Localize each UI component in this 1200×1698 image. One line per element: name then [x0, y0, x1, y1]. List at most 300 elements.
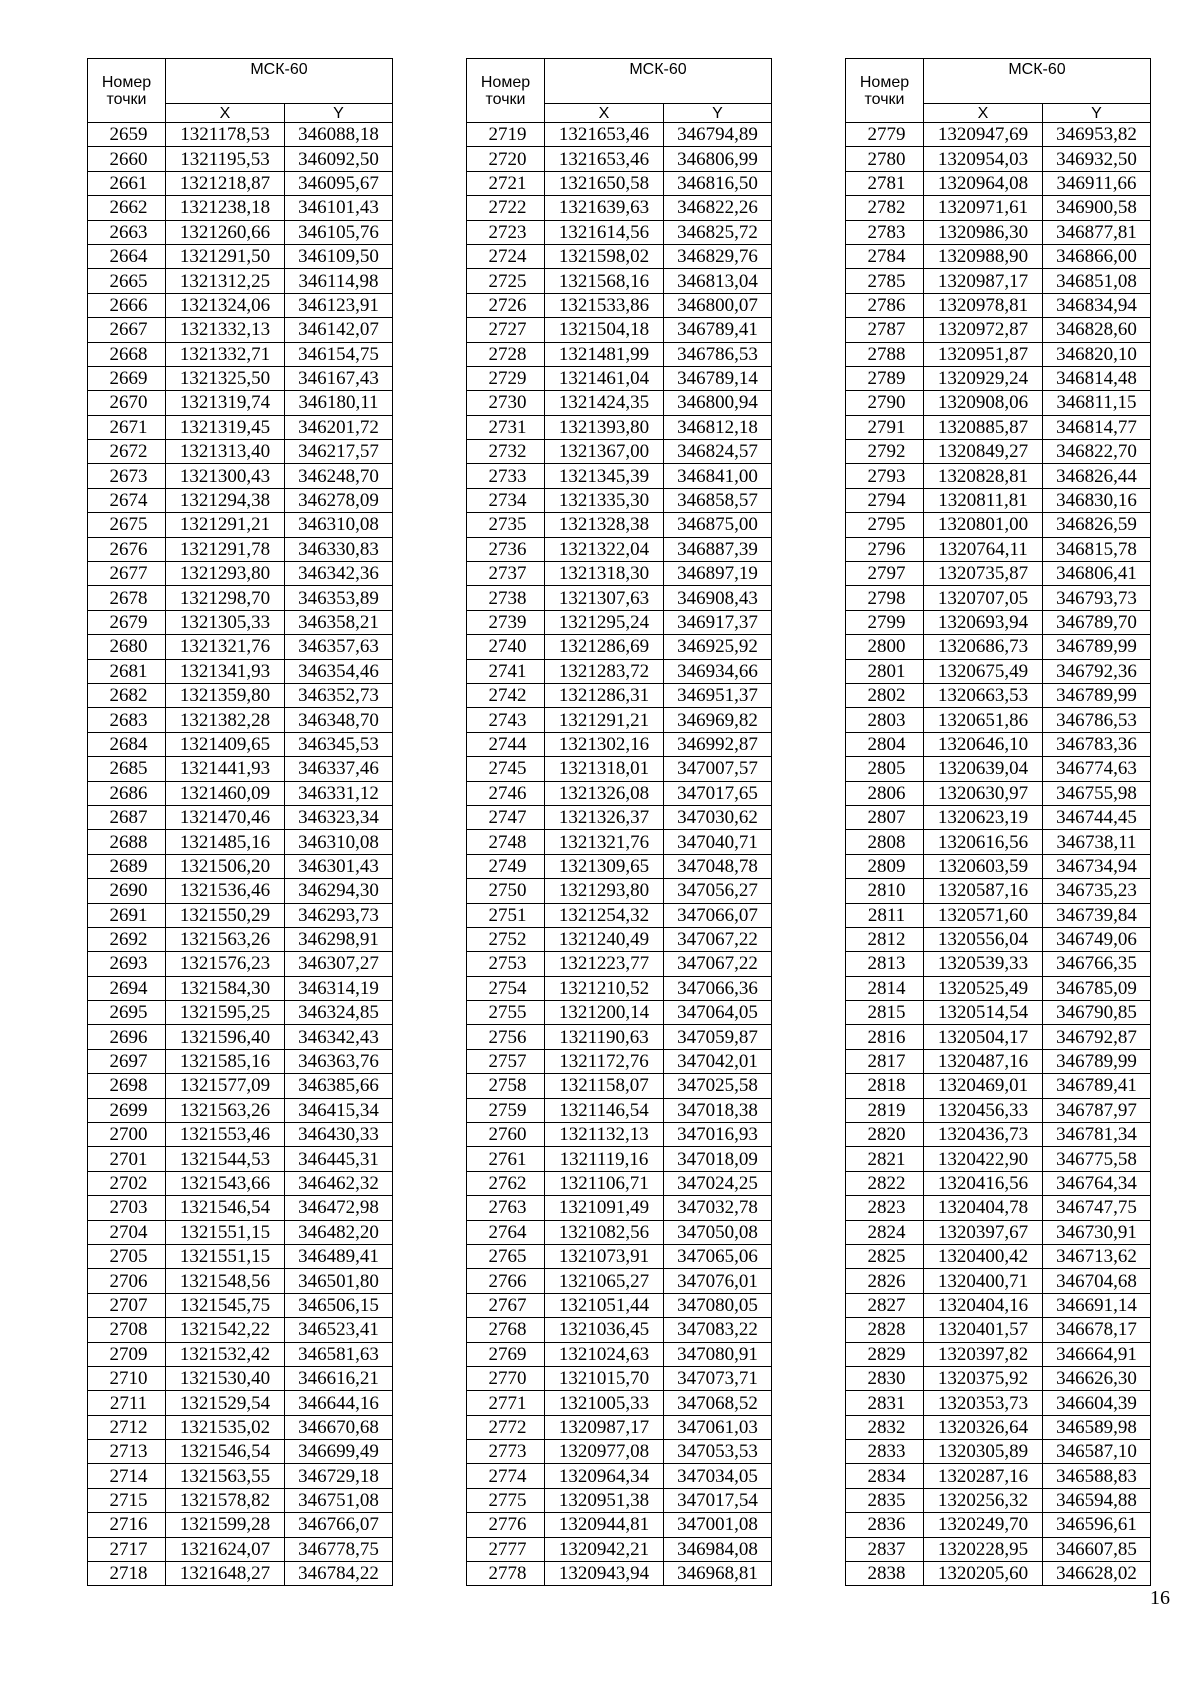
table-row — [846, 976, 1151, 1000]
x-coordinate-cell: 1321132,13 — [545, 1123, 664, 1147]
table-row — [467, 513, 772, 537]
y-coordinate-cell: 347066,36 — [664, 976, 772, 1000]
point-number-cell: 2825 — [846, 1244, 924, 1268]
point-number-cell: 2676 — [88, 537, 166, 561]
table-row — [467, 1342, 772, 1366]
y-coordinate-cell: 346951,37 — [664, 683, 772, 707]
y-coordinate-cell: 346589,98 — [1043, 1415, 1151, 1439]
table-row — [467, 318, 772, 342]
x-coordinate-cell: 1321441,93 — [166, 757, 285, 781]
x-coordinate-cell: 1320675,49 — [924, 659, 1043, 683]
y-coordinate-cell: 346201,72 — [285, 415, 393, 439]
x-coordinate-cell: 1320646,10 — [924, 732, 1043, 756]
table-row — [88, 1123, 393, 1147]
point-number-cell: 2832 — [846, 1415, 924, 1439]
y-coordinate-cell: 346678,17 — [1043, 1318, 1151, 1342]
y-coordinate-cell: 346792,36 — [1043, 659, 1151, 683]
table-row — [467, 1123, 772, 1147]
y-coordinate-cell: 346415,34 — [285, 1098, 393, 1122]
y-coordinate-cell: 347053,53 — [664, 1440, 772, 1464]
x-coordinate-cell: 1321543,66 — [166, 1171, 285, 1195]
point-number-cell: 2733 — [467, 464, 545, 488]
table-row — [88, 903, 393, 927]
x-coordinate-cell: 1320375,92 — [924, 1366, 1043, 1390]
point-number-cell: 2817 — [846, 1049, 924, 1073]
y-coordinate-cell: 346704,68 — [1043, 1269, 1151, 1293]
x-coordinate-cell: 1321291,50 — [166, 244, 285, 268]
y-coordinate-cell: 347068,52 — [664, 1391, 772, 1415]
x-coordinate-cell: 1321550,29 — [166, 903, 285, 927]
point-number-cell: 2760 — [467, 1123, 545, 1147]
y-coordinate-cell: 346786,53 — [664, 342, 772, 366]
y-coordinate-cell: 346337,46 — [285, 757, 393, 781]
y-coordinate-cell: 346830,16 — [1043, 488, 1151, 512]
y-coordinate-cell: 346811,15 — [1043, 391, 1151, 415]
x-coordinate-cell: 1320885,87 — [924, 415, 1043, 439]
point-number-cell: 2748 — [467, 830, 545, 854]
y-coordinate-cell: 347064,05 — [664, 1001, 772, 1025]
y-coordinate-cell: 346789,99 — [1043, 1049, 1151, 1073]
table-row — [467, 1415, 772, 1439]
point-number-cell: 2665 — [88, 269, 166, 293]
table-row — [846, 1074, 1151, 1098]
y-coordinate-cell: 346875,00 — [664, 513, 772, 537]
point-number-cell: 2765 — [467, 1244, 545, 1268]
point-number-cell: 2780 — [846, 147, 924, 171]
y-coordinate-cell: 346778,75 — [285, 1537, 393, 1561]
x-coordinate-cell: 1320397,82 — [924, 1342, 1043, 1366]
y-coordinate-cell: 346345,53 — [285, 732, 393, 756]
y-coordinate-cell: 346180,11 — [285, 391, 393, 415]
x-coordinate-cell: 1320404,16 — [924, 1293, 1043, 1317]
x-coordinate-cell: 1321367,00 — [545, 440, 664, 464]
table-row — [467, 1293, 772, 1317]
point-number-cell: 2703 — [88, 1196, 166, 1220]
point-number-cell: 2687 — [88, 805, 166, 829]
point-number-cell: 2810 — [846, 879, 924, 903]
y-coordinate-cell: 346825,72 — [664, 220, 772, 244]
x-coordinate-cell: 1321293,80 — [166, 562, 285, 586]
x-coordinate-cell: 1321321,76 — [545, 830, 664, 854]
y-coordinate-cell: 346841,00 — [664, 464, 772, 488]
table-row — [467, 1196, 772, 1220]
table-row — [467, 1147, 772, 1171]
y-coordinate-cell: 346812,18 — [664, 415, 772, 439]
x-coordinate-cell: 1320978,81 — [924, 293, 1043, 317]
x-coordinate-cell: 1320972,87 — [924, 318, 1043, 342]
point-number-cell: 2824 — [846, 1220, 924, 1244]
x-coordinate-cell: 1321073,91 — [545, 1244, 664, 1268]
x-coordinate-cell: 1321485,16 — [166, 830, 285, 854]
point-number-cell: 2814 — [846, 976, 924, 1000]
point-number-cell: 2716 — [88, 1513, 166, 1537]
y-coordinate-cell: 347018,38 — [664, 1098, 772, 1122]
y-coordinate-cell: 347017,54 — [664, 1488, 772, 1512]
y-coordinate-cell: 346616,21 — [285, 1366, 393, 1390]
y-coordinate-cell: 346482,20 — [285, 1220, 393, 1244]
y-coordinate-cell: 346787,97 — [1043, 1098, 1151, 1122]
point-number-cell: 2821 — [846, 1147, 924, 1171]
x-coordinate-cell: 1321546,54 — [166, 1440, 285, 1464]
x-coordinate-cell: 1321553,46 — [166, 1123, 285, 1147]
x-coordinate-cell: 1321322,04 — [545, 537, 664, 561]
table-body — [846, 123, 1151, 1586]
table-row — [88, 635, 393, 659]
y-coordinate-cell: 346310,08 — [285, 830, 393, 854]
point-number-cell: 2734 — [467, 488, 545, 512]
table-row — [846, 1342, 1151, 1366]
y-coordinate-cell: 346348,70 — [285, 708, 393, 732]
y-coordinate-cell: 347083,22 — [664, 1318, 772, 1342]
point-number-cell: 2834 — [846, 1464, 924, 1488]
table-row — [467, 1513, 772, 1537]
table-row — [846, 879, 1151, 903]
table-row — [88, 220, 393, 244]
x-coordinate-cell: 1321529,54 — [166, 1391, 285, 1415]
point-number-cell: 2812 — [846, 927, 924, 951]
point-number-cell: 2804 — [846, 732, 924, 756]
point-number-cell: 2801 — [846, 659, 924, 683]
x-coordinate-cell: 1321598,02 — [545, 244, 664, 268]
point-number-cell: 2694 — [88, 976, 166, 1000]
y-coordinate-cell: 347040,71 — [664, 830, 772, 854]
point-number-cell: 2805 — [846, 757, 924, 781]
table-row — [846, 610, 1151, 634]
y-coordinate-cell: 347030,62 — [664, 805, 772, 829]
y-coordinate-cell: 346293,73 — [285, 903, 393, 927]
x-coordinate-cell: 1321532,42 — [166, 1342, 285, 1366]
x-coordinate-cell: 1320422,90 — [924, 1147, 1043, 1171]
y-coordinate-cell: 346092,50 — [285, 147, 393, 171]
point-number-cell: 2699 — [88, 1098, 166, 1122]
y-coordinate-cell: 346342,36 — [285, 562, 393, 586]
table-row — [846, 123, 1151, 147]
point-number-cell: 2822 — [846, 1171, 924, 1195]
point-number-cell: 2718 — [88, 1562, 166, 1586]
table-row — [88, 1269, 393, 1293]
point-number-cell: 2685 — [88, 757, 166, 781]
x-coordinate-cell: 1321309,65 — [545, 854, 664, 878]
table-row — [467, 683, 772, 707]
table-row — [846, 1049, 1151, 1073]
point-number-cell: 2669 — [88, 366, 166, 390]
table-row — [88, 1537, 393, 1561]
x-coordinate-cell: 1321461,04 — [545, 366, 664, 390]
y-coordinate-cell: 346430,33 — [285, 1123, 393, 1147]
y-coordinate-cell: 346806,99 — [664, 147, 772, 171]
y-coordinate-cell: 346301,43 — [285, 854, 393, 878]
point-number-cell: 2675 — [88, 513, 166, 537]
point-number-cell: 2764 — [467, 1220, 545, 1244]
table-row — [88, 562, 393, 586]
y-coordinate-cell: 346775,58 — [1043, 1147, 1151, 1171]
x-coordinate-cell: 1321648,27 — [166, 1562, 285, 1586]
table-row — [467, 1001, 772, 1025]
table-row — [846, 196, 1151, 220]
x-coordinate-cell: 1320707,05 — [924, 586, 1043, 610]
point-number-cell: 2785 — [846, 269, 924, 293]
x-coordinate-cell: 1321325,50 — [166, 366, 285, 390]
point-number-cell: 2691 — [88, 903, 166, 927]
point-number-cell: 2681 — [88, 659, 166, 683]
x-coordinate-cell: 1321291,21 — [166, 513, 285, 537]
table-row — [467, 269, 772, 293]
point-number-cell: 2717 — [88, 1537, 166, 1561]
x-coordinate-cell: 1321460,09 — [166, 781, 285, 805]
y-coordinate-cell: 346992,87 — [664, 732, 772, 756]
point-number-cell: 2692 — [88, 927, 166, 951]
y-coordinate-cell: 346789,99 — [1043, 635, 1151, 659]
x-column-header: X — [545, 104, 664, 123]
point-number-cell: 2778 — [467, 1562, 545, 1586]
point-number-cell: 2790 — [846, 391, 924, 415]
x-coordinate-cell: 1320951,87 — [924, 342, 1043, 366]
x-coordinate-cell: 1320571,60 — [924, 903, 1043, 927]
table-row — [846, 927, 1151, 951]
x-coordinate-cell: 1320811,81 — [924, 488, 1043, 512]
point-number-cell: 2831 — [846, 1391, 924, 1415]
y-coordinate-cell: 346789,14 — [664, 366, 772, 390]
y-coordinate-cell: 346307,27 — [285, 952, 393, 976]
point-number-cell: 2833 — [846, 1440, 924, 1464]
x-coordinate-cell: 1321082,56 — [545, 1220, 664, 1244]
x-coordinate-cell: 1320964,08 — [924, 171, 1043, 195]
table-row — [467, 220, 772, 244]
point-number-cell: 2702 — [88, 1171, 166, 1195]
x-coordinate-cell: 1321596,40 — [166, 1025, 285, 1049]
x-coordinate-cell: 1320801,00 — [924, 513, 1043, 537]
x-coordinate-cell: 1321548,56 — [166, 1269, 285, 1293]
point-number-cell: 2794 — [846, 488, 924, 512]
point-number-cell: 2793 — [846, 464, 924, 488]
point-number-cell: 2768 — [467, 1318, 545, 1342]
y-coordinate-cell: 346816,50 — [664, 171, 772, 195]
point-number-cell: 2802 — [846, 683, 924, 707]
table-row — [467, 440, 772, 464]
point-number-cell: 2682 — [88, 683, 166, 707]
point-number-cell: 2710 — [88, 1366, 166, 1390]
point-number-cell: 2671 — [88, 415, 166, 439]
table-row — [467, 1269, 772, 1293]
point-number-cell: 2771 — [467, 1391, 545, 1415]
x-coordinate-cell: 1320353,73 — [924, 1391, 1043, 1415]
point-number-cell: 2769 — [467, 1342, 545, 1366]
x-coordinate-cell: 1320397,67 — [924, 1220, 1043, 1244]
x-coordinate-cell: 1321065,27 — [545, 1269, 664, 1293]
point-number-cell: 2819 — [846, 1098, 924, 1122]
point-number-cell: 2836 — [846, 1513, 924, 1537]
x-coordinate-cell: 1321585,16 — [166, 1049, 285, 1073]
y-coordinate-cell: 346814,77 — [1043, 415, 1151, 439]
x-coordinate-cell: 1320686,73 — [924, 635, 1043, 659]
y-coordinate-cell: 346749,06 — [1043, 927, 1151, 951]
y-coordinate-cell: 346738,11 — [1043, 830, 1151, 854]
x-coordinate-cell: 1320944,81 — [545, 1513, 664, 1537]
point-number-cell: 2792 — [846, 440, 924, 464]
y-coordinate-cell: 346363,76 — [285, 1049, 393, 1073]
point-number-cell: 2739 — [467, 610, 545, 634]
y-coordinate-cell: 346670,68 — [285, 1415, 393, 1439]
x-coordinate-cell: 1321200,14 — [545, 1001, 664, 1025]
y-coordinate-cell: 346587,10 — [1043, 1440, 1151, 1464]
y-coordinate-cell: 346691,14 — [1043, 1293, 1151, 1317]
x-coordinate-cell: 1321563,26 — [166, 927, 285, 951]
y-coordinate-cell: 346385,66 — [285, 1074, 393, 1098]
point-number-cell: 2743 — [467, 708, 545, 732]
table-row — [88, 415, 393, 439]
point-number-cell: 2686 — [88, 781, 166, 805]
table-row — [846, 903, 1151, 927]
x-coordinate-cell: 1321568,16 — [545, 269, 664, 293]
y-coordinate-cell: 346834,94 — [1043, 293, 1151, 317]
y-coordinate-cell: 347001,08 — [664, 1513, 772, 1537]
point-number-cell: 2713 — [88, 1440, 166, 1464]
point-number-cell: 2741 — [467, 659, 545, 683]
x-coordinate-cell: 1321190,63 — [545, 1025, 664, 1049]
table-row — [88, 854, 393, 878]
y-coordinate-cell: 346730,91 — [1043, 1220, 1151, 1244]
y-coordinate-cell: 347032,78 — [664, 1196, 772, 1220]
y-coordinate-cell: 346357,63 — [285, 635, 393, 659]
table-row — [846, 1171, 1151, 1195]
table-row — [467, 708, 772, 732]
table-row — [846, 1269, 1151, 1293]
x-coordinate-cell: 1321624,07 — [166, 1537, 285, 1561]
point-number-header: Номер точки — [846, 59, 924, 123]
table-row — [846, 1001, 1151, 1025]
point-number-cell: 2800 — [846, 635, 924, 659]
y-coordinate-cell: 346501,80 — [285, 1269, 393, 1293]
y-coordinate-cell: 346800,07 — [664, 293, 772, 317]
point-number-cell: 2725 — [467, 269, 545, 293]
table-row — [88, 952, 393, 976]
x-coordinate-cell: 1320986,30 — [924, 220, 1043, 244]
x-coordinate-cell: 1321091,49 — [545, 1196, 664, 1220]
y-coordinate-cell: 346917,37 — [664, 610, 772, 634]
table-row — [88, 1440, 393, 1464]
table-row — [88, 1074, 393, 1098]
point-number-cell: 2736 — [467, 537, 545, 561]
table-row — [846, 1293, 1151, 1317]
table-row — [467, 976, 772, 1000]
table-row — [846, 1318, 1151, 1342]
table-row — [846, 732, 1151, 756]
y-coordinate-cell: 346699,49 — [285, 1440, 393, 1464]
x-coordinate-cell: 1321302,16 — [545, 732, 664, 756]
table-row — [88, 586, 393, 610]
point-number-cell: 2783 — [846, 220, 924, 244]
x-coordinate-cell: 1321551,15 — [166, 1220, 285, 1244]
table-row — [467, 488, 772, 512]
y-coordinate-cell: 347076,01 — [664, 1269, 772, 1293]
y-coordinate-cell: 346789,99 — [1043, 683, 1151, 707]
table-row — [846, 244, 1151, 268]
table-row — [467, 659, 772, 683]
point-number-cell: 2672 — [88, 440, 166, 464]
x-coordinate-cell: 1321481,99 — [545, 342, 664, 366]
table-body — [88, 123, 393, 1586]
x-coordinate-cell: 1321240,49 — [545, 927, 664, 951]
y-coordinate-cell: 346123,91 — [285, 293, 393, 317]
point-number-cell: 2714 — [88, 1464, 166, 1488]
y-coordinate-cell: 346626,30 — [1043, 1366, 1151, 1390]
x-coordinate-cell: 1321319,45 — [166, 415, 285, 439]
x-coordinate-cell: 1320828,81 — [924, 464, 1043, 488]
y-coordinate-cell: 347080,91 — [664, 1342, 772, 1366]
y-coordinate-cell: 346353,89 — [285, 586, 393, 610]
y-coordinate-cell: 347025,58 — [664, 1074, 772, 1098]
table-row — [467, 147, 772, 171]
table-row — [88, 1171, 393, 1195]
x-coordinate-cell: 1321119,16 — [545, 1147, 664, 1171]
point-number-cell: 2784 — [846, 244, 924, 268]
table-row — [88, 391, 393, 415]
x-coordinate-cell: 1320514,54 — [924, 1001, 1043, 1025]
table-row — [846, 586, 1151, 610]
coordinate-system-header: МСК-60 — [924, 59, 1151, 104]
table-row — [467, 562, 772, 586]
table-row — [846, 952, 1151, 976]
x-coordinate-cell: 1321286,69 — [545, 635, 664, 659]
y-coordinate-cell: 346472,98 — [285, 1196, 393, 1220]
y-coordinate-cell: 346462,32 — [285, 1171, 393, 1195]
point-number-cell: 2823 — [846, 1196, 924, 1220]
table-row — [467, 171, 772, 195]
x-coordinate-cell: 1321295,24 — [545, 610, 664, 634]
x-coordinate-cell: 1321238,18 — [166, 196, 285, 220]
point-number-cell: 2754 — [467, 976, 545, 1000]
table-row — [88, 879, 393, 903]
x-coordinate-cell: 1320947,69 — [924, 123, 1043, 147]
x-coordinate-cell: 1321504,18 — [545, 318, 664, 342]
table-row — [467, 1025, 772, 1049]
point-number-header: Номер точки — [88, 59, 166, 123]
x-coordinate-cell: 1321326,37 — [545, 805, 664, 829]
y-coordinate-cell: 346314,19 — [285, 976, 393, 1000]
table-row — [846, 391, 1151, 415]
x-coordinate-cell: 1320630,97 — [924, 781, 1043, 805]
table-row — [846, 1196, 1151, 1220]
x-coordinate-cell: 1321393,80 — [545, 415, 664, 439]
x-coordinate-cell: 1320942,21 — [545, 1537, 664, 1561]
table-row — [88, 1562, 393, 1586]
point-number-cell: 2689 — [88, 854, 166, 878]
point-number-cell: 2791 — [846, 415, 924, 439]
y-coordinate-cell: 346911,66 — [1043, 171, 1151, 195]
y-coordinate-cell: 346790,85 — [1043, 1001, 1151, 1025]
table-row — [846, 683, 1151, 707]
y-coordinate-cell: 347080,05 — [664, 1293, 772, 1317]
point-number-cell: 2774 — [467, 1464, 545, 1488]
point-number-cell: 2752 — [467, 927, 545, 951]
y-coordinate-cell: 346829,76 — [664, 244, 772, 268]
x-coordinate-cell: 1320525,49 — [924, 976, 1043, 1000]
table-row — [467, 757, 772, 781]
point-number-cell: 2789 — [846, 366, 924, 390]
table-row — [467, 732, 772, 756]
table-row — [88, 1464, 393, 1488]
point-number-cell: 2737 — [467, 562, 545, 586]
point-number-cell: 2720 — [467, 147, 545, 171]
point-number-cell: 2731 — [467, 415, 545, 439]
point-number-cell: 2779 — [846, 123, 924, 147]
point-number-cell: 2678 — [88, 586, 166, 610]
y-coordinate-cell: 346826,44 — [1043, 464, 1151, 488]
table-row — [846, 1415, 1151, 1439]
x-coordinate-cell: 1321326,08 — [545, 781, 664, 805]
point-number-cell: 2826 — [846, 1269, 924, 1293]
point-number-cell: 2666 — [88, 293, 166, 317]
